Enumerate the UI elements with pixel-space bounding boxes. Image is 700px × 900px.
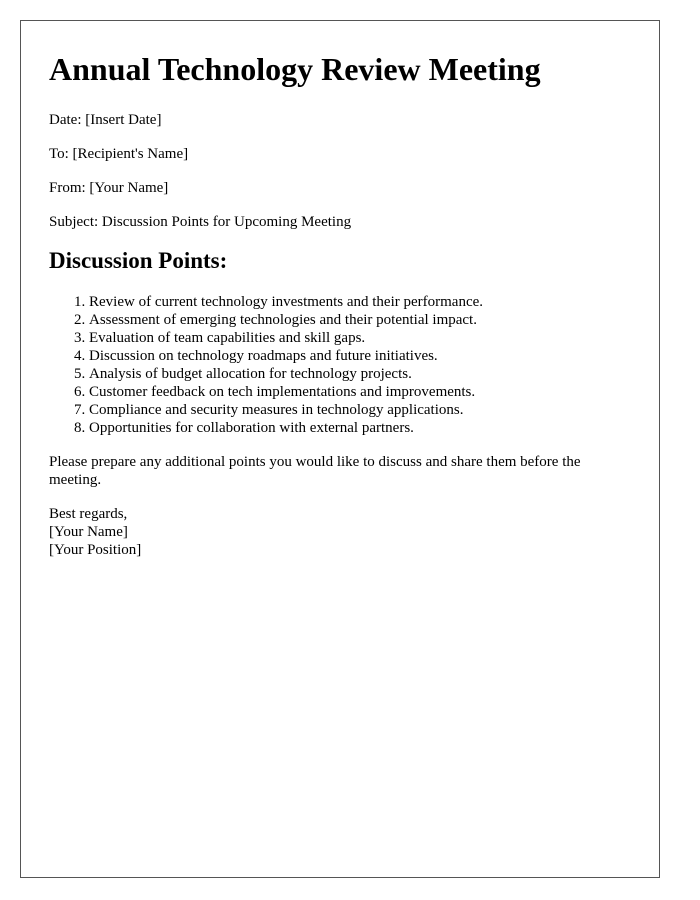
discussion-point: 2. Assessment of emerging technologies and their potential impact.	[89, 311, 631, 329]
discussion-point: 7. Compliance and security measures in technology applications.	[89, 401, 631, 419]
signoff-name: [Your Name]	[49, 524, 128, 540]
signoff-block	[49, 505, 631, 559]
discussion-point: 1. Review of current technology investments and their performance.	[89, 293, 631, 311]
letter-page	[20, 20, 660, 878]
from-line: From: [Your Name]	[49, 180, 169, 196]
date-line: Date: [Insert Date]	[49, 112, 162, 128]
discussion-point: 4. Discussion on technology roadmaps and future initiatives.	[89, 347, 631, 365]
discussion-points-heading: Discussion Points:	[49, 248, 228, 273]
closing-paragraph: Please prepare any additional points you would like to discuss and share them before the meeting.	[49, 454, 581, 488]
letter-title: Annual Technology Review Meeting	[49, 51, 541, 87]
to-line: To: [Recipient's Name]	[49, 146, 189, 162]
signoff-position: [Your Position]	[49, 542, 142, 558]
discussion-point: 5. Analysis of budget allocation for technology projects.	[89, 365, 631, 383]
discussion-point: 3. Evaluation of team capabilities and skill gaps.	[89, 329, 631, 347]
signoff-greeting: Best regards,	[49, 506, 128, 522]
discussion-point: 6. Customer feedback on tech implementations and improvements.	[89, 383, 631, 401]
discussion-points-list	[49, 293, 631, 437]
subject-line: Subject: Discussion Points for Upcoming Meeting	[49, 214, 352, 230]
discussion-point: 8. Opportunities for collaboration with external partners.	[89, 419, 631, 437]
